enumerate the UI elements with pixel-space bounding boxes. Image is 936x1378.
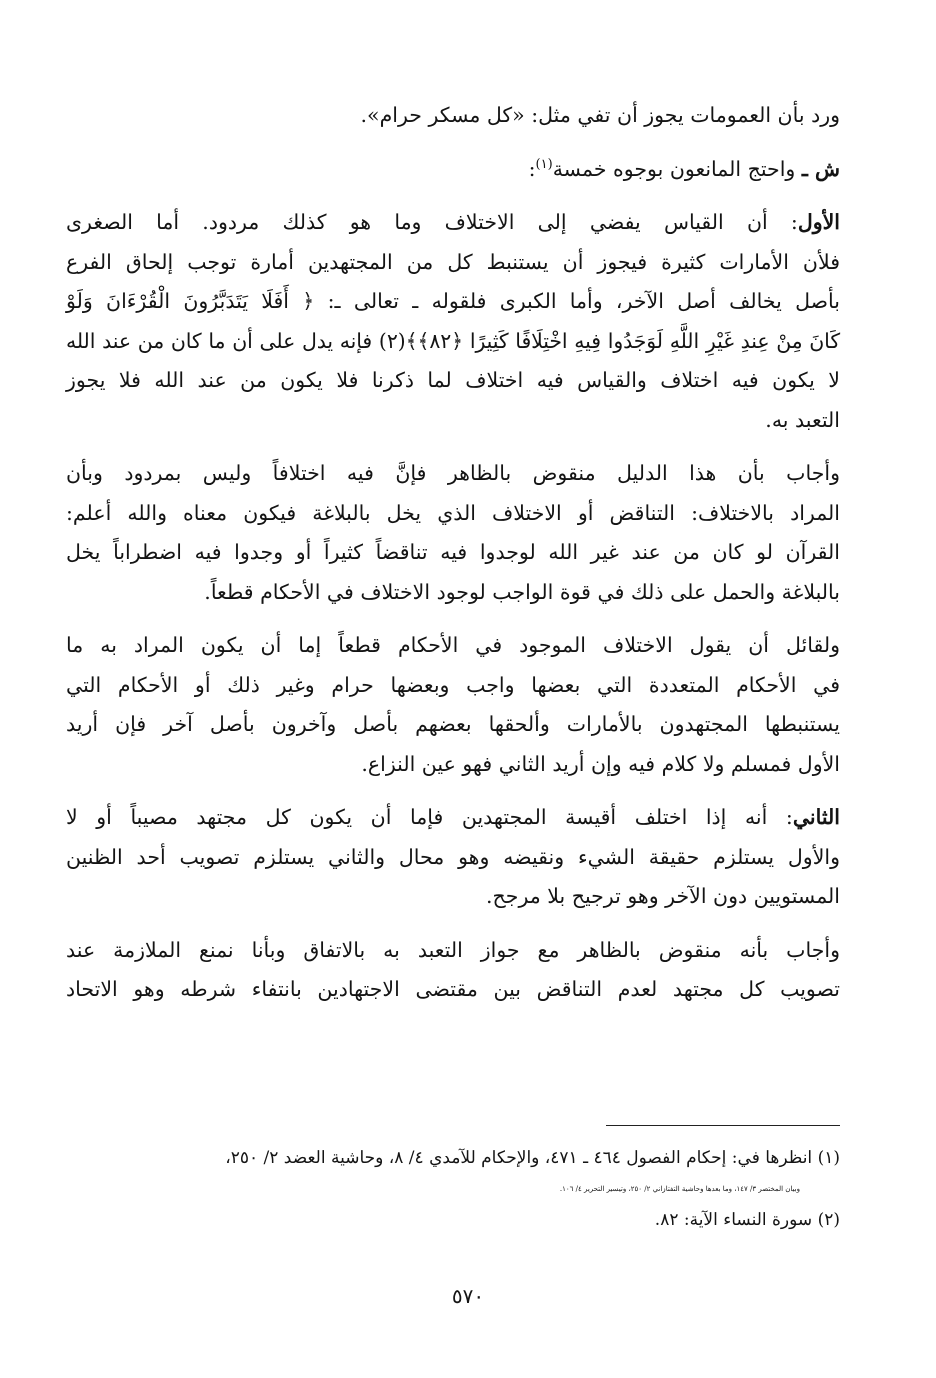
- sharh-marker: ش ـ: [801, 156, 840, 181]
- main-text: [66, 96, 840, 1010]
- text-line: ولقائل أن يقول الاختلاف الموجود في الأحكام قطعاً إما أن يكون المراد به ما: [66, 633, 840, 657]
- text-line: بالبلاغة والحمل على ذلك في قوة الواجب لوجود الاختلاف في الأحكام قطعاً.: [204, 579, 840, 604]
- text-line: وأجاب بأنه منقوض بالظاهر مع جواز التعبد به بالاتفاق وبأنا نمنع الملازمة عند: [66, 937, 840, 962]
- text-line: الأول: أن القياس يفضي إلى الاختلاف وما هو كذلك مردود. أما الصغرى: [66, 210, 840, 234]
- text-line: لا يكون فيه اختلاف والقياس فيه اختلاف لما ذكرنا فلا يكون من عند الله فلا يجوز: [66, 368, 840, 392]
- footnotes: [66, 1143, 840, 1236]
- footnote-separator: [606, 1125, 840, 1126]
- text-line: :: [528, 156, 536, 181]
- text-line: وأجاب بأن هذا الدليل منقوض بالظاهر فإنَّ فيه اختلافاً وليس بمردود وبأن: [66, 461, 840, 485]
- text-line: المستويين دون الآخر وهو ترجيح بلا مرجح.: [486, 884, 840, 908]
- text-line: فلأن الأمارات كثيرة فيجوز أن يستنبط كل من المجتهدين أمارة توجب إلحاق الفرع: [66, 249, 840, 274]
- page-number: ٥٧٠: [451, 1284, 485, 1308]
- text-line: يستنبطها المجتهدون بالأمارات وألحقها بعضهم بأصل وآخرون بأصل آخر فإن أريد: [66, 712, 840, 736]
- quran-verse-line: بأصل يخالف أصل الآخر، وأما الكبرى فلقوله ـ تعالى ـ: ﴿ أَفَلَا يَتَدَبَّرُونَ الْقُرْءَانَ وَلَوْ: [66, 289, 840, 313]
- text-line: في الأحكام المتعددة التي بعضها واجب وبعضها حرام وغير ذلك أو الأحكام التي: [66, 672, 840, 697]
- footnote-1: (١) انظرها في: إحكام الفصول ٤٦٤ ـ ٤٧١، والإحكام للآمدي ٤/ ٨، وحاشية العضد ٢/ ٢٥٠،: [225, 1148, 840, 1168]
- quran-verse-line: كَانَ مِنْ عِندِ غَيْرِ اللَّهِ لَوَجَدُوا فِيهِ اخْتِلَافًا كَثِيرًا ﴿٨٢﴾﴾(٢) فإنه يدل على أن ما كان من عند الله: [66, 328, 840, 353]
- footnote-marker[interactable]: (١): [535, 156, 553, 172]
- text-line: ورد بأن العمومات يجوز أن تفي مثل: «كل مسكر حرام».: [360, 103, 840, 127]
- text-line: المراد بالاختلاف: التناقض أو الاختلاف الذي يخل بالبلاغة فيكون معناه والله أعلم:: [66, 500, 840, 525]
- text-line: الثاني: أنه إذا اختلف أقيسة المجتهدين فإما أن يكون كل مجتهد مصيباً أو لا: [66, 805, 840, 829]
- text-line: والأول يستلزم حقيقة الشيء ونقيضه وهو محال والثاني يستلزم تصويب أحد الظنين: [66, 844, 840, 869]
- paragraph-heading: [66, 150, 840, 190]
- footnote-2: (٢) سورة النساء الآية: ٨٢.: [654, 1210, 840, 1230]
- footnote-number: (١): [817, 1148, 840, 1168]
- argument-label-first: الأول: [797, 210, 840, 234]
- text-line: الأول فمسلم ولا كلام فيه وإن أريد الثاني فهو عين النزاع.: [361, 751, 840, 776]
- footnote-1-continued: وبيان المختصر ٣/ ١٤٧، وما بعدها وحاشية التفتازاني ٢/ ٢٥٠، وتيسير التحرير ٤/ ١٠٦.: [559, 1185, 800, 1193]
- text-line: التعبد به.: [765, 407, 840, 432]
- text-line: تصويب كل مجتهد لعدم التناقض بين مقتضى الاجتهادين بانتفاء شرطه وهو الاتحاد: [66, 977, 840, 1001]
- footnote-number: (٢): [817, 1210, 840, 1230]
- text-line: القرآن لو كان من عند غير الله لوجدوا فيه تناقضاً كثيراً أو وجدوا فيه اضطراباً يخل: [66, 540, 840, 564]
- argument-label-second: الثاني: [792, 805, 840, 829]
- text-line: واحتج المانعون بوجوه خمسة: [552, 156, 802, 181]
